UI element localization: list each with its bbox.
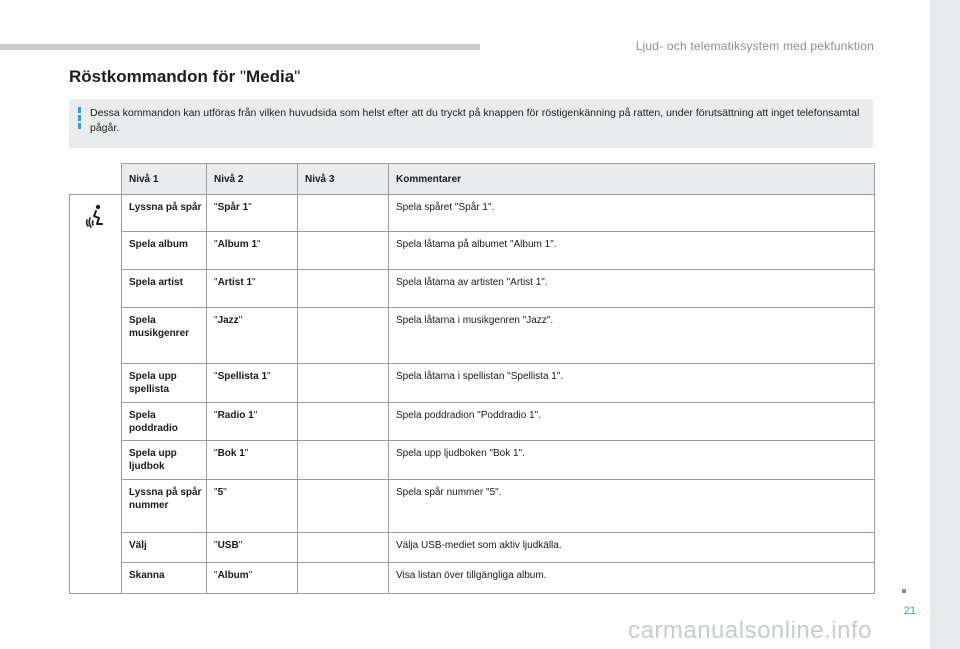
- level2-value: Radio 1: [217, 410, 254, 421]
- level2-value: USB: [217, 540, 239, 551]
- page-number: 21: [903, 605, 916, 617]
- level3-cell: [298, 480, 389, 533]
- level1-cell: Lyssna på spår: [122, 195, 207, 232]
- level2-value: Album: [217, 570, 249, 581]
- level2-cell: "Bok 1": [207, 441, 298, 480]
- level1-cell: Spela poddradio: [122, 403, 207, 441]
- table-row: [70, 308, 875, 364]
- table-row: [70, 195, 875, 232]
- level2-cell: "Album": [207, 563, 298, 594]
- page-title: [69, 67, 300, 87]
- info-box: [69, 99, 873, 148]
- level3-cell: [298, 403, 389, 441]
- level2-cell: "Radio 1": [207, 403, 298, 441]
- comment-cell: Välja USB-mediet som aktiv ljudkälla.: [389, 533, 875, 563]
- table-row: [70, 563, 875, 594]
- level1-cell: Spela upp ljudbok: [122, 441, 207, 480]
- level2-cell: "Album 1": [207, 232, 298, 270]
- table-row: [70, 270, 875, 308]
- title-close-quote: ": [294, 67, 301, 86]
- title-open-quote: ": [239, 67, 246, 86]
- level1-cell: Lyssna på spår nummer: [122, 480, 207, 533]
- icon-cell: [70, 195, 122, 594]
- level2-cell: "Spellista 1": [207, 364, 298, 403]
- section-title: Ljud- och telematiksystem med pekfunktion: [635, 39, 874, 53]
- level1-cell: Skanna: [122, 563, 207, 594]
- level2-value: Artist 1: [217, 277, 253, 288]
- level2-value: 5: [217, 487, 224, 498]
- level2-value: Bok 1: [217, 448, 245, 459]
- comment-cell: Spela spår nummer "5".: [389, 480, 875, 533]
- page-edge-bar: [930, 0, 960, 649]
- comment-cell: Spela spåret "Spår 1".: [389, 195, 875, 232]
- level3-cell: [298, 195, 389, 232]
- title-prefix: Röstkommandon för: [69, 67, 240, 86]
- comment-cell: Spela låtarna i musikgenren "Jazz".: [389, 308, 875, 364]
- column-header-comment: Kommentarer: [389, 164, 875, 195]
- table-header-row: [70, 164, 875, 195]
- level3-cell: [298, 441, 389, 480]
- level2-value: Album 1: [217, 239, 258, 250]
- level3-cell: [298, 563, 389, 594]
- header-rule: [0, 44, 480, 50]
- level2-cell: "Jazz": [207, 308, 298, 364]
- watermark: carmanualsonline.info: [628, 617, 872, 644]
- title-term: Media: [246, 67, 295, 86]
- table-row: [70, 533, 875, 563]
- comment-cell: Spela låtarna på albumet "Album 1".: [389, 232, 875, 270]
- comment-cell: Spela upp ljudboken "Bok 1".: [389, 441, 875, 480]
- level1-cell: Välj: [122, 533, 207, 563]
- table-row: [70, 403, 875, 441]
- level1-cell: Spela upp spellista: [122, 364, 207, 403]
- level3-cell: [298, 308, 389, 364]
- level2-value: Jazz: [217, 315, 239, 326]
- table-row: [70, 364, 875, 403]
- voice-command-icon: [83, 203, 109, 229]
- column-header-level2: Nivå 2: [207, 164, 298, 195]
- info-marker-icon: [78, 107, 81, 129]
- level3-cell: [298, 232, 389, 270]
- info-text: Dessa kommandon kan utföras från vilken huvudsida som helst efter att du tryckt på knappen för röstigenkänning på ratten, under förutsättning att inget telefonsamtal pågår.: [90, 107, 860, 134]
- table-row: [70, 441, 875, 480]
- table-row: [70, 232, 875, 270]
- level2-cell: "USB": [207, 533, 298, 563]
- level2-cell: "Artist 1": [207, 270, 298, 308]
- level2-value: Spellista 1: [217, 371, 268, 382]
- column-header-level3: Nivå 3: [298, 164, 389, 195]
- comment-cell: Visa listan över tillgängliga album.: [389, 563, 875, 594]
- voice-command-table: [69, 163, 875, 594]
- level1-cell: Spela musikgenrer: [122, 308, 207, 364]
- header-blank-cell: [70, 164, 122, 195]
- comment-cell: Spela låtarna i spellistan "Spellista 1".: [389, 364, 875, 403]
- level1-cell: Spela album: [122, 232, 207, 270]
- level1-cell: Spela artist: [122, 270, 207, 308]
- level2-cell: "Spår 1": [207, 195, 298, 232]
- level2-value: Spår 1: [217, 202, 249, 213]
- level3-cell: [298, 364, 389, 403]
- table-row: [70, 480, 875, 533]
- page-marker: [902, 589, 906, 593]
- level3-cell: [298, 270, 389, 308]
- comment-cell: Spela låtarna av artisten "Artist 1".: [389, 270, 875, 308]
- column-header-level1: Nivå 1: [122, 164, 207, 195]
- level2-cell: "5": [207, 480, 298, 533]
- level3-cell: [298, 533, 389, 563]
- comment-cell: Spela poddradion "Poddradio 1".: [389, 403, 875, 441]
